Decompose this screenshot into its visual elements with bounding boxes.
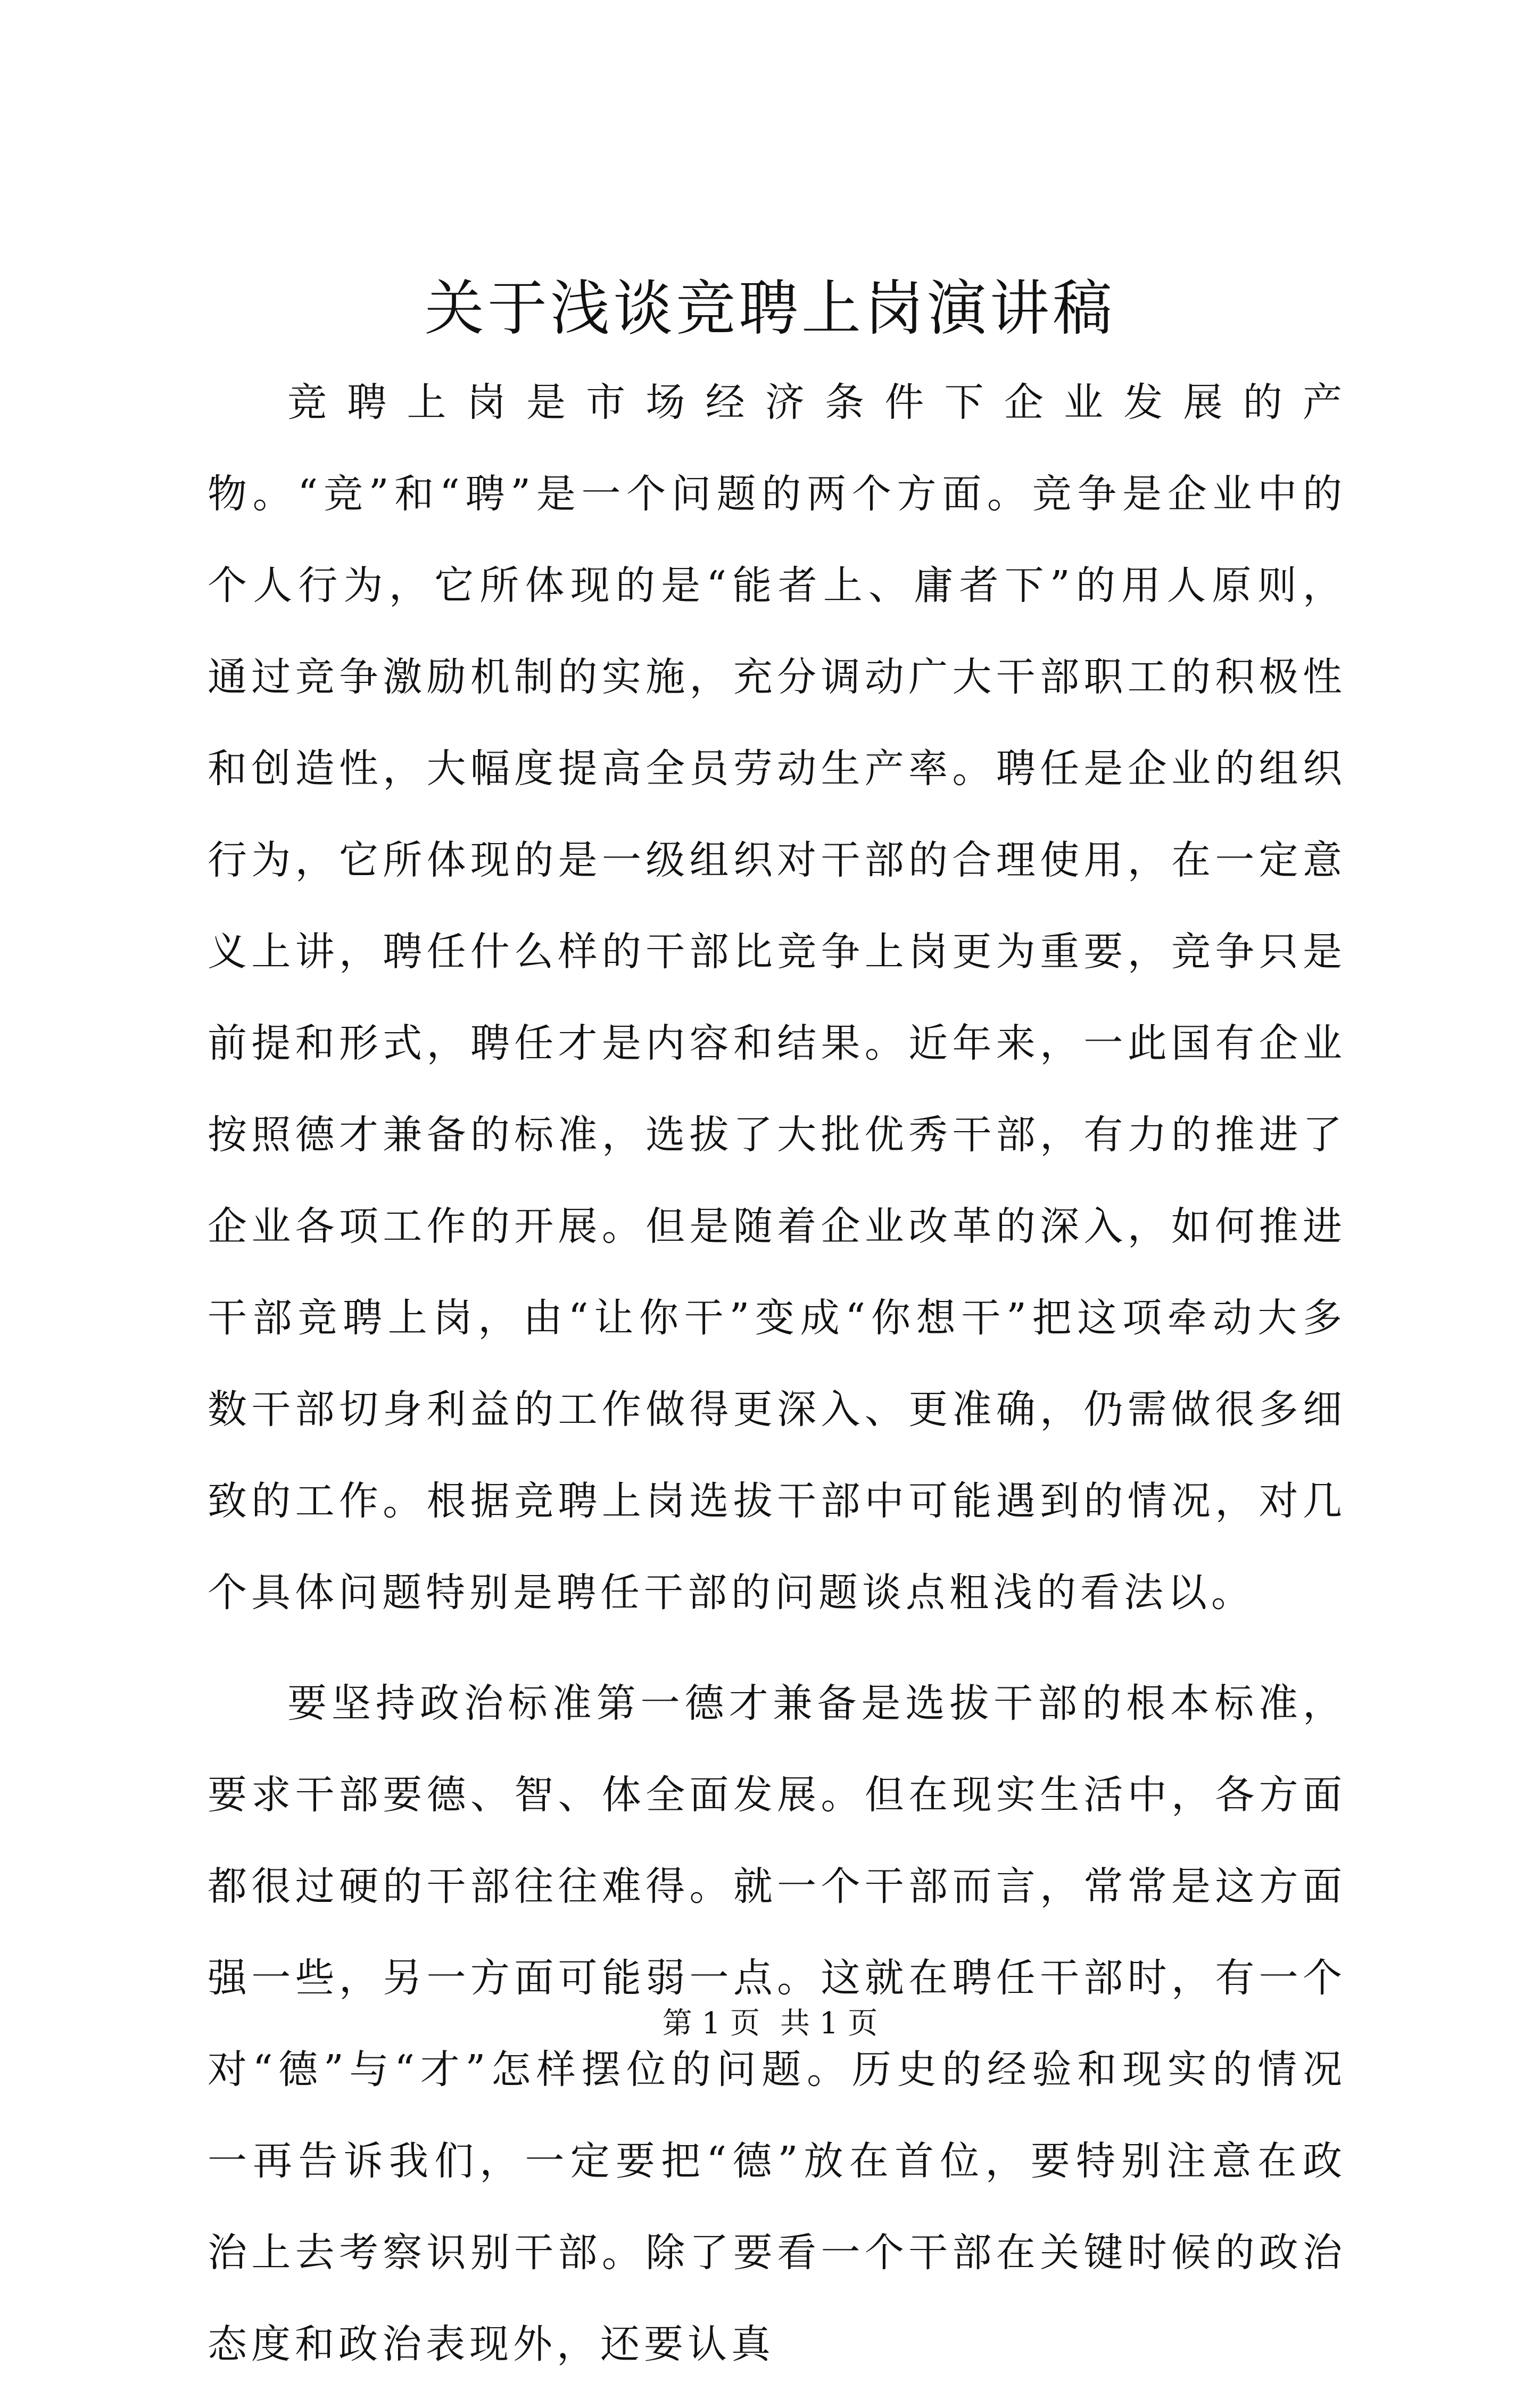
document-body xyxy=(208,357,1346,2390)
paragraph-1: 竞聘上岗是市场经济条件下企业发展的产物。“竞”和“聘”是一个问题的两个方面。竞争是企业中的个人行为，它所体现的是“能者上、庸者下”的用人原则，通过竞争激励机制的实施，充分调动广大干部职工的积极性和创造性，大幅度提高全员劳动生产率。聘任是企业的组织行为，它所体现的是一级组织对干部的合理使用，在一定意义上讲，聘任什么样的干部比竞争上岗更为重要，竞争只是前提和形式，聘任才是内容和结果。近年来，一此国有企业按照德才兼备的标准，选拔了大批优秀干部，有力的推进了企业各项工作的开展。但是随着企业改革的深入，如何推进干部竞聘上岗，由“让你干”变成“你想干”把这项牵动大多数干部切身利益的工作做得更深入、更准确，仍需做很多细致的工作。根据竞聘上岗选拔干部中可能遇到的情况，对几个具体问题特别是聘任干部的问题谈点粗浅的看法以。 xyxy=(208,380,1346,1616)
document-title: 关于浅谈竞聘上岗演讲稿 xyxy=(425,274,1115,343)
page-number: 第 1 页 xyxy=(662,2006,760,2041)
page-footer xyxy=(0,2002,1540,2045)
page-total: 共 1 页 xyxy=(780,2006,878,2041)
paragraph-2: 要坚持政治标准第一德才兼备是选拔干部的根本标准，要求干部要德、智、体全面发展。但在现实生活中，各方面都很过硬的干部往往难得。就一个干部而言，常常是这方面强一些，另一方面可能弱一点。这就在聘任干部时，有一个对“德”与“才”怎样摆位的问题。历史的经验和现实的情况一再告诉我们，一定要把“德”放在首位，要特别注意在政治上去考察识别干部。除了要看一个干部在关键时候的政治态度和政治表现外，还要认真 xyxy=(208,1680,1346,2367)
